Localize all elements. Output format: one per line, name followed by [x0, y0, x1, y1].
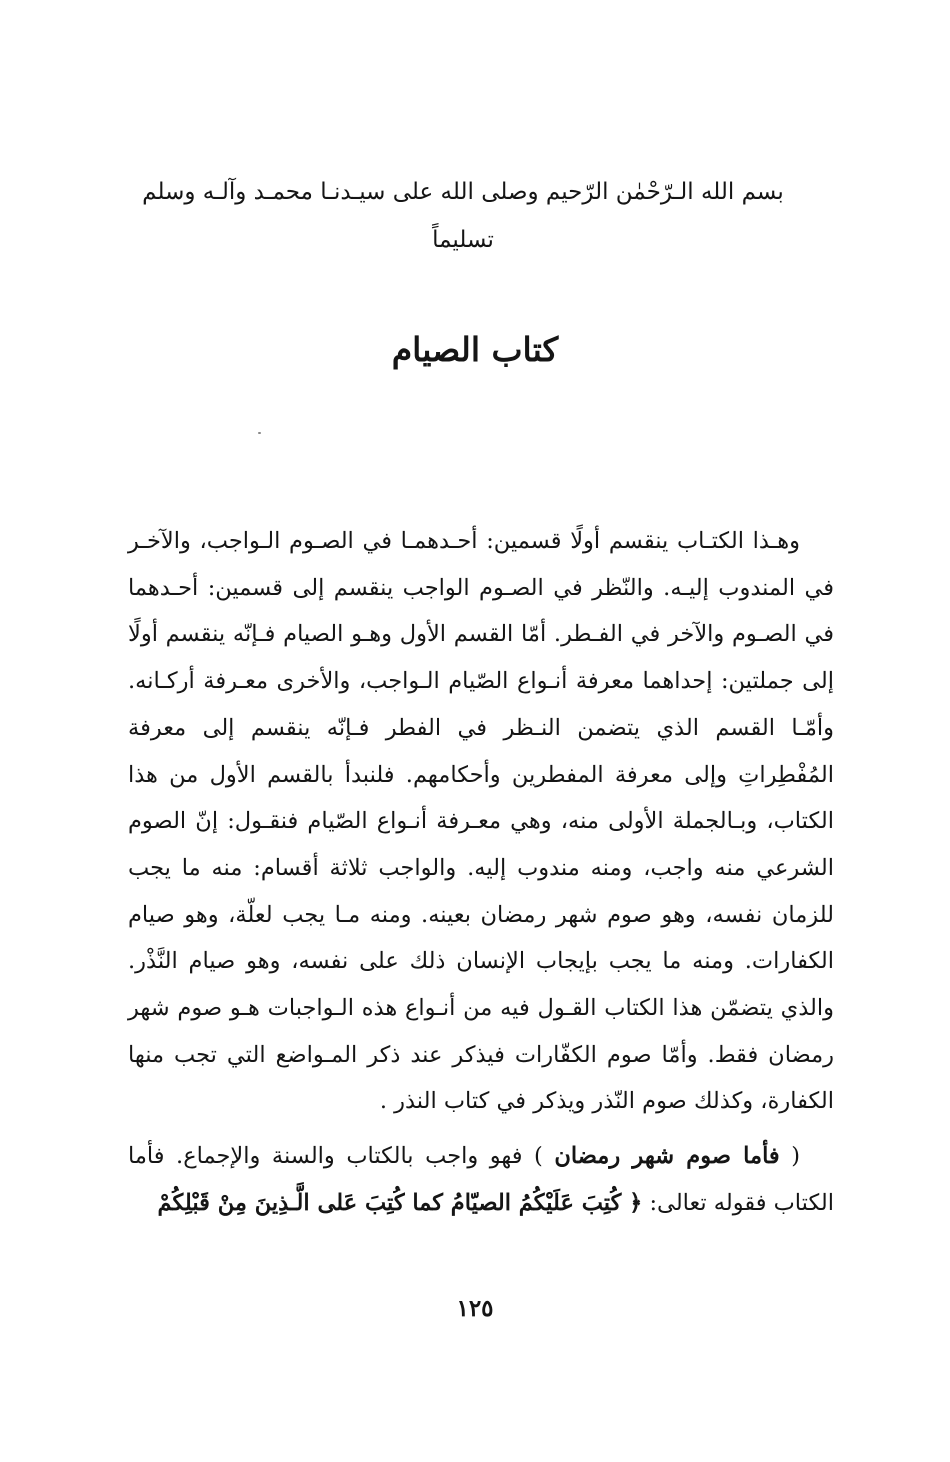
- quran-verse-quote: ﴿ كُتِبَ عَلَيْكُمُ الصيّامُ كما كُتِبَ عَلى الَّـذِينَ مِنْ قَبْلِكُمْ: [157, 1189, 643, 1216]
- basmala-header: بسم الله الـرّحْمٰن الرّحيم وصلى الله على سيـدنـا محمـد وآلـه وسلم تسليماً: [142, 179, 784, 253]
- print-speck: [258, 432, 261, 434]
- paragraph-2-open-paren: (: [779, 1143, 801, 1170]
- paragraph-2-text: ) فهو واجب بالكتاب والسنة والإجماع. فأما الكتاب فقوله تعالى:: [128, 1143, 834, 1216]
- body-text: [128, 518, 834, 1227]
- page-number: ١٢٥: [456, 1295, 494, 1322]
- ramadan-fasting-heading: فأما صوم شهر رمضان: [554, 1143, 780, 1170]
- paragraph-1: وهـذا الكتـاب ينقسم أولًا قسمين: أحـدهمـا في الصـوم الـواجب، والآخـر في المندوب إليـه. والنّظر في الصـوم الواجب ينقسم إلى قسمين: أحـدهما في الصـوم والآخر في الفـطر. أمّا القسم الأول وهـو الصيام فـإنّه ينقسم أولًا إلى جملتين: إحداهما معرفة أنـواع الصّيام الـواجب، والأخرى معـرفة أركـانه. وأمّـا القسم الذي يتضمن النـظر في الفطر فـإنّه ينقسم إلى معرفة المُفْطِراتِ وإلى معرفة المفطرين وأحكامهم. فلنبدأ بالقسم الأول من هذا الكتاب، وبـالجملة الأولى منه، وهي معـرفة أنـواع الصّيام فنقـول: إنّ الصوم الشرعي منه واجب، ومنه مندوب إليه. والواجب ثلاثة أقسام: منه ما يجب للزمان نفسه، وهو صوم شهر رمضان بعينه. ومنه مـا يجب لعلّة، وهو صيام الكفارات. ومنه ما يجب بإيجاب الإنسان ذلك على نفسه، وهو صيام النَّذْر. والذي يتضمّن هذا الكتاب القـول فيه من أنـواع هذه الـواجبات هـو صوم شهر رمضان فقط. وأمّا صوم الكفّارات فيذكر عند ذكر المـواضع التي تجب منها الكفارة، وكذلك صوم النّذر ويذكر في كتاب النذر .: [128, 528, 834, 1115]
- chapter-title: كتاب الصيام: [391, 330, 559, 369]
- paragraph-2: [128, 1133, 834, 1226]
